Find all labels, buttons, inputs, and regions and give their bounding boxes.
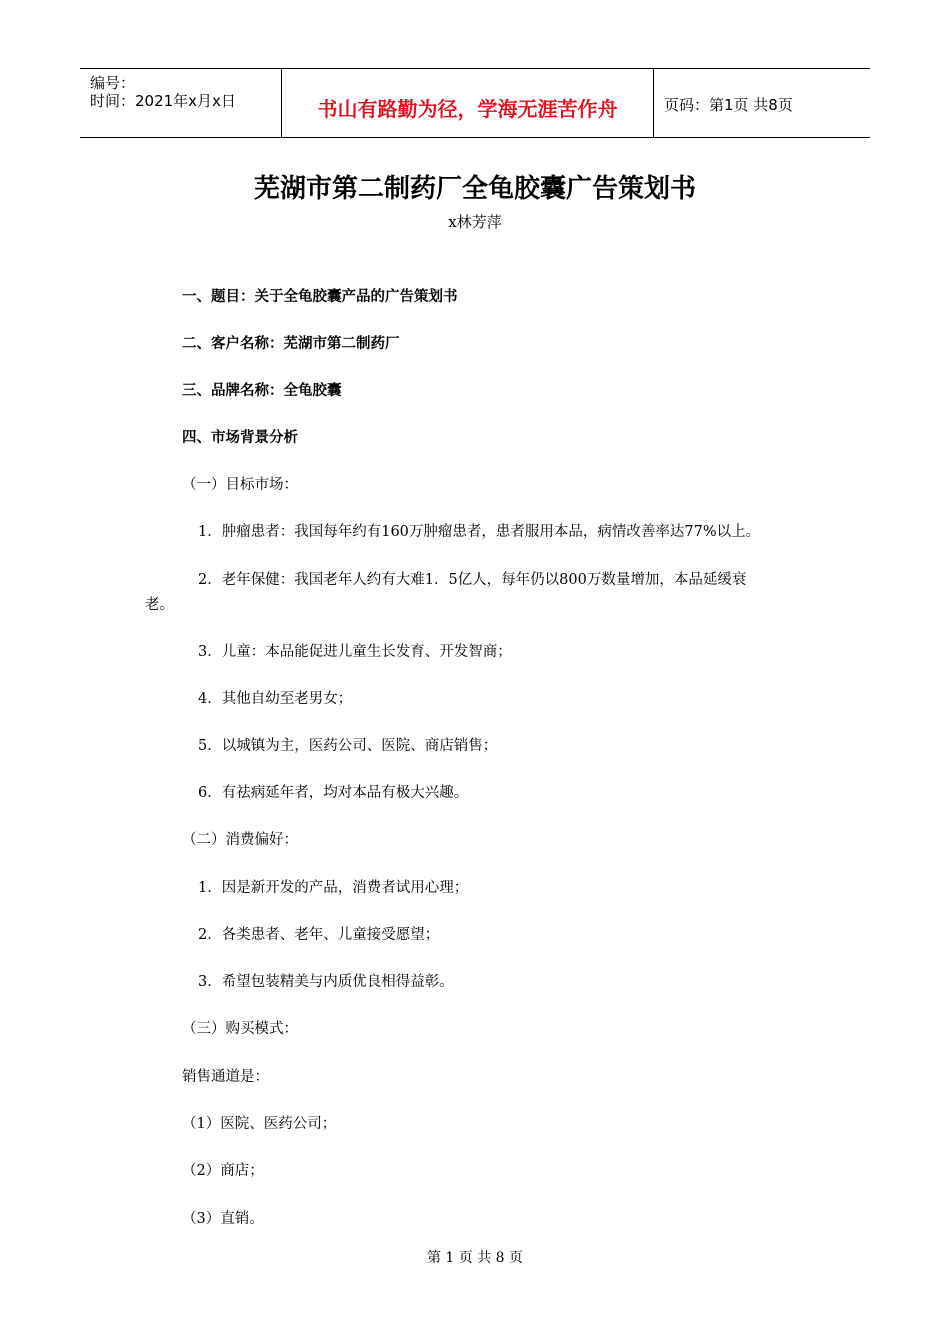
target-market-item: 6．有祛病延年者，均对本品有极大兴趣。 [198, 785, 469, 801]
section-4-heading: 四、市场背景分析 [182, 430, 298, 446]
header-page-cell [654, 69, 870, 137]
section-2-heading: 二、客户名称：芜湖市第二制药厂 [182, 336, 400, 352]
target-market-item: 4．其他自幼至老男女； [198, 691, 353, 707]
target-market-item: 1．肿瘤患者：我国每年约有160万肿瘤患者，患者服用本品，病情改善率达77%以上。 [198, 524, 761, 540]
purchase-item: （1）医院、医药公司； [182, 1116, 337, 1132]
document-title: 芜湖市第二制药厂全龟胶囊广告策划书 [253, 174, 696, 204]
purchase-item: （3）直销。 [182, 1211, 264, 1227]
preference-item: 1．因是新开发的产品，消费者试用心理； [198, 880, 469, 896]
target-market-item: 2．老年保健：我国老年人约有大难1．5亿人，每年仍以800万数量增加，本品延缓衰 [198, 572, 747, 588]
document-author: x林芳萍 [448, 213, 502, 231]
preference-heading: （二）消费偏好： [182, 832, 298, 848]
preference-item: 3．希望包装精美与内质优良相得益彰。 [198, 974, 454, 990]
header-motto-cell [282, 69, 654, 137]
page-info: 页码：第1页 共8页 [664, 96, 793, 114]
target-market-heading: （一）目标市场： [182, 477, 298, 493]
header-table [80, 68, 870, 138]
page-footer: 第 1 页 共 8 页 [426, 1250, 524, 1266]
doc-time-label: 时间：2021年x月x日 [90, 92, 236, 110]
motto-text: 书山有路勤为径，学海无涯苦作舟 [317, 97, 618, 121]
purchase-heading: （三）购买模式： [182, 1021, 298, 1037]
target-market-item: 3．儿童：本品能促进儿童生长发育、开发智商； [198, 644, 512, 660]
doc-number-label: 编号： [90, 74, 136, 92]
target-market-item-continuation: 老。 [145, 597, 174, 613]
section-3-heading: 三、品牌名称：全龟胶囊 [182, 383, 342, 399]
section-1-heading: 一、题目：关于全龟胶囊产品的广告策划书 [182, 289, 458, 305]
purchase-intro: 销售通道是： [182, 1069, 269, 1085]
target-market-item: 5．以城镇为主，医药公司、医院、商店销售； [198, 738, 498, 754]
header-meta-cell [80, 69, 282, 137]
purchase-item: （2）商店； [182, 1163, 264, 1179]
preference-item: 2．各类患者、老年、儿童接受愿望； [198, 927, 440, 943]
